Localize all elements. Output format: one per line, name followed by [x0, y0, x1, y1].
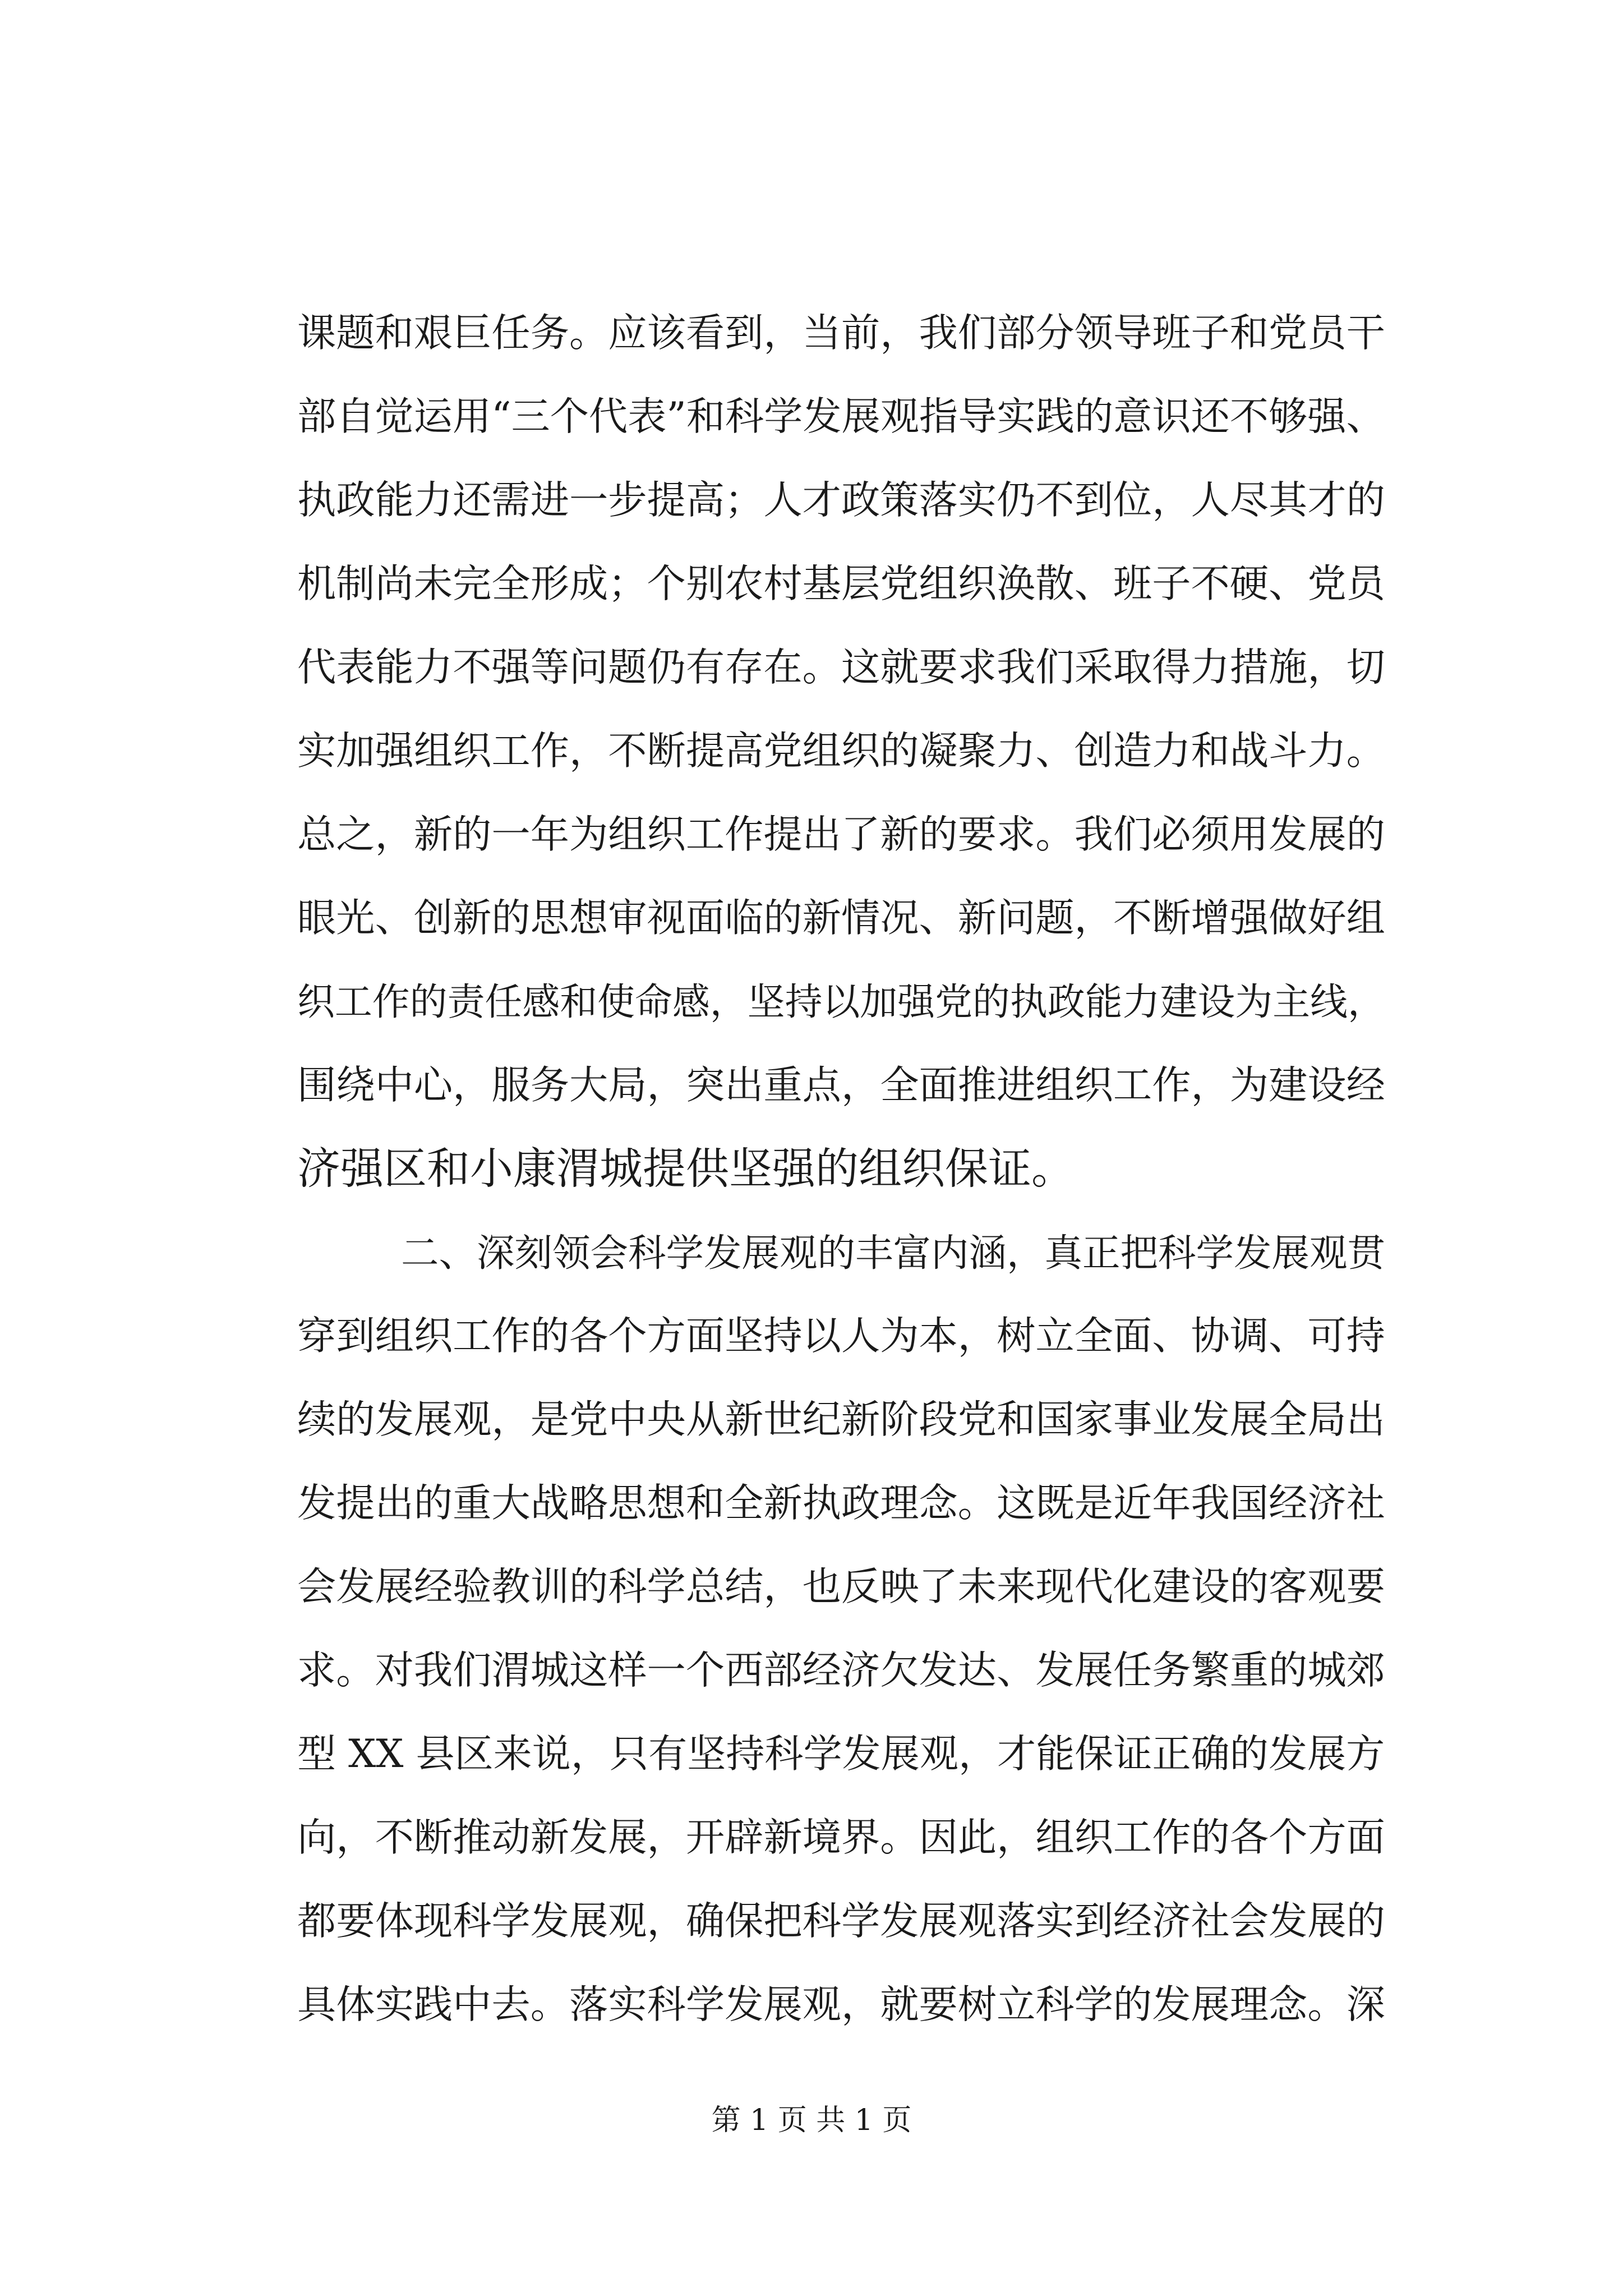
document-body — [297, 292, 1385, 2047]
text-line: 济强区和小康渭城提供坚强的组织保证。 — [297, 1144, 1075, 1194]
text-line: 部自觉运用“三个代表”和科学发展观指导实践的意识还不够强、 — [297, 394, 1385, 439]
text-line: 围绕中心，服务大局，突出重点，全面推进组织工作，为建设经 — [297, 1063, 1385, 1108]
text-line: 织工作的责任感和使命感，坚持以加强党的执政能力建设为主线， — [297, 980, 1385, 1024]
text-line: 发提出的重大战略思想和全新执政理念。这既是近年我国经济社 — [297, 1481, 1385, 1526]
text-line: 二、深刻领会科学发展观的丰富内涵，真正把科学发展观贯 — [401, 1231, 1386, 1275]
text-line: 执政能力还需进一步提高；人才政策落实仍不到位，人尽其才的 — [297, 478, 1385, 523]
text-line: 续的发展观，是党中央从新世纪新阶段党和国家事业发展全局出 — [297, 1397, 1385, 1442]
text-line: 穿到组织工作的各个方面坚持以人为本，树立全面、协调、可持 — [297, 1314, 1385, 1359]
text-line: 实加强组织工作，不断提高党组织的凝聚力、创造力和战斗力。 — [297, 729, 1385, 774]
page-footer: 第 1 页 共 1 页 — [711, 2104, 912, 2137]
text-line: 代表能力不强等问题仍有存在。这就要求我们采取得力措施，切 — [297, 645, 1385, 690]
text-line: 机制尚未完全形成；个别农村基层党组织涣散、班子不硬、党员 — [297, 562, 1385, 606]
text-line: 向，不断推动新发展，开辟新境界。因此，组织工作的各个方面 — [297, 1815, 1385, 1860]
text-line: 求。对我们渭城这样一个西部经济欠发达、发展任务繁重的城郊 — [297, 1648, 1385, 1693]
text-line: 课题和艰巨任务。应该看到，当前，我们部分领导班子和党员干 — [297, 311, 1385, 356]
text-line: 总之，新的一年为组织工作提出了新的要求。我们必须用发展的 — [297, 812, 1385, 857]
text-line: 都要体现科学发展观，确保把科学发展观落实到经济社会发展的 — [297, 1899, 1385, 1944]
text-line: 眼光、创新的思想审视面临的新情况、新问题，不断增强做好组 — [297, 896, 1385, 941]
text-line: 会发展经验教训的科学总结，也反映了未来现代化建设的客观要 — [297, 1565, 1385, 1609]
text-line: 具体实践中去。落实科学发展观，就要树立科学的发展理念。深 — [297, 1982, 1385, 2027]
text-line: 型 XX 县区来说，只有坚持科学发展观，才能保证正确的发展方 — [297, 1732, 1385, 1777]
